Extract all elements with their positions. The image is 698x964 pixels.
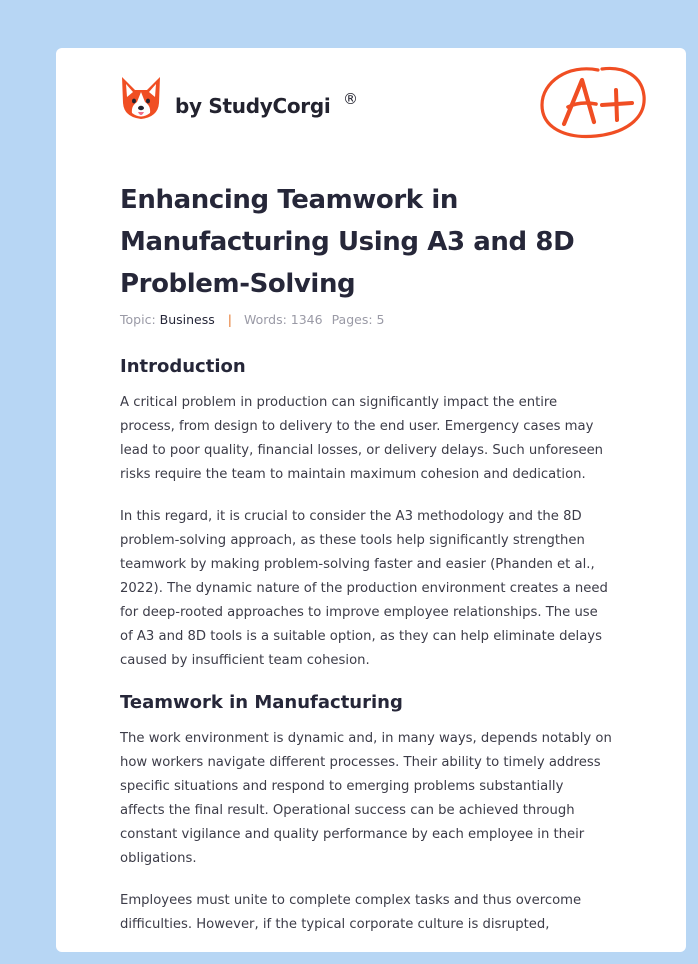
topic-label: Topic: xyxy=(120,312,156,327)
page-count: Pages: 5 xyxy=(331,312,385,327)
header xyxy=(56,48,686,168)
paragraph: A critical problem in production can significantly impact the entire process, from design to delivery to the end user. Emergency cases may lead to poor quality, financial losses, or delivery delays. Such unforeseen risks require the team to maintain maximum cohesion and dedication. xyxy=(120,395,604,482)
topic-link[interactable]: Business xyxy=(159,312,215,327)
paragraph: In this regard, it is crucial to consider the A3 methodology and the 8D problem-solving approach, as these tools help significantly strengthen teamwork by making problem-solving faster and easier (Phanden et al., 2022). The dynamic nature of the production environment creates a need for deep-rooted approaches to improve employee relationships. The use of A3 and 8D tools is a suitable option, as they can help eliminate delays caused by insufficient team cohesion. xyxy=(120,509,608,668)
article-meta xyxy=(120,312,385,327)
paragraph: Employees must unite to complete complex tasks and thus overcome difficulties. However, if the typical corporate culture is disrupted, xyxy=(120,893,582,932)
paragraph: The work environment is dynamic and, in many ways, depends notably on how workers navigate different processes. Their ability to timely address specific situations and respond to emerging problems substantially affects the final result. Operational success can be achieved through constant vigilance and quality performance by each employee in their obligations. xyxy=(120,731,612,866)
meta-separator: | xyxy=(227,312,232,327)
document-card xyxy=(56,48,686,952)
corgi-logo-icon[interactable] xyxy=(120,75,162,121)
a-plus-badge-icon xyxy=(538,60,650,142)
section-heading-teamwork: Teamwork in Manufacturing xyxy=(120,692,403,713)
word-count: Words: 1346 xyxy=(243,312,323,327)
article-title xyxy=(120,179,630,305)
registered-mark: ® xyxy=(343,90,358,108)
brand-name[interactable]: by StudyCorgi xyxy=(175,94,331,118)
section-heading-introduction: Introduction xyxy=(120,356,246,377)
article-title-text: Enhancing Teamwork in Manufacturing Using A3 and 8D Problem-Solving xyxy=(120,185,575,299)
